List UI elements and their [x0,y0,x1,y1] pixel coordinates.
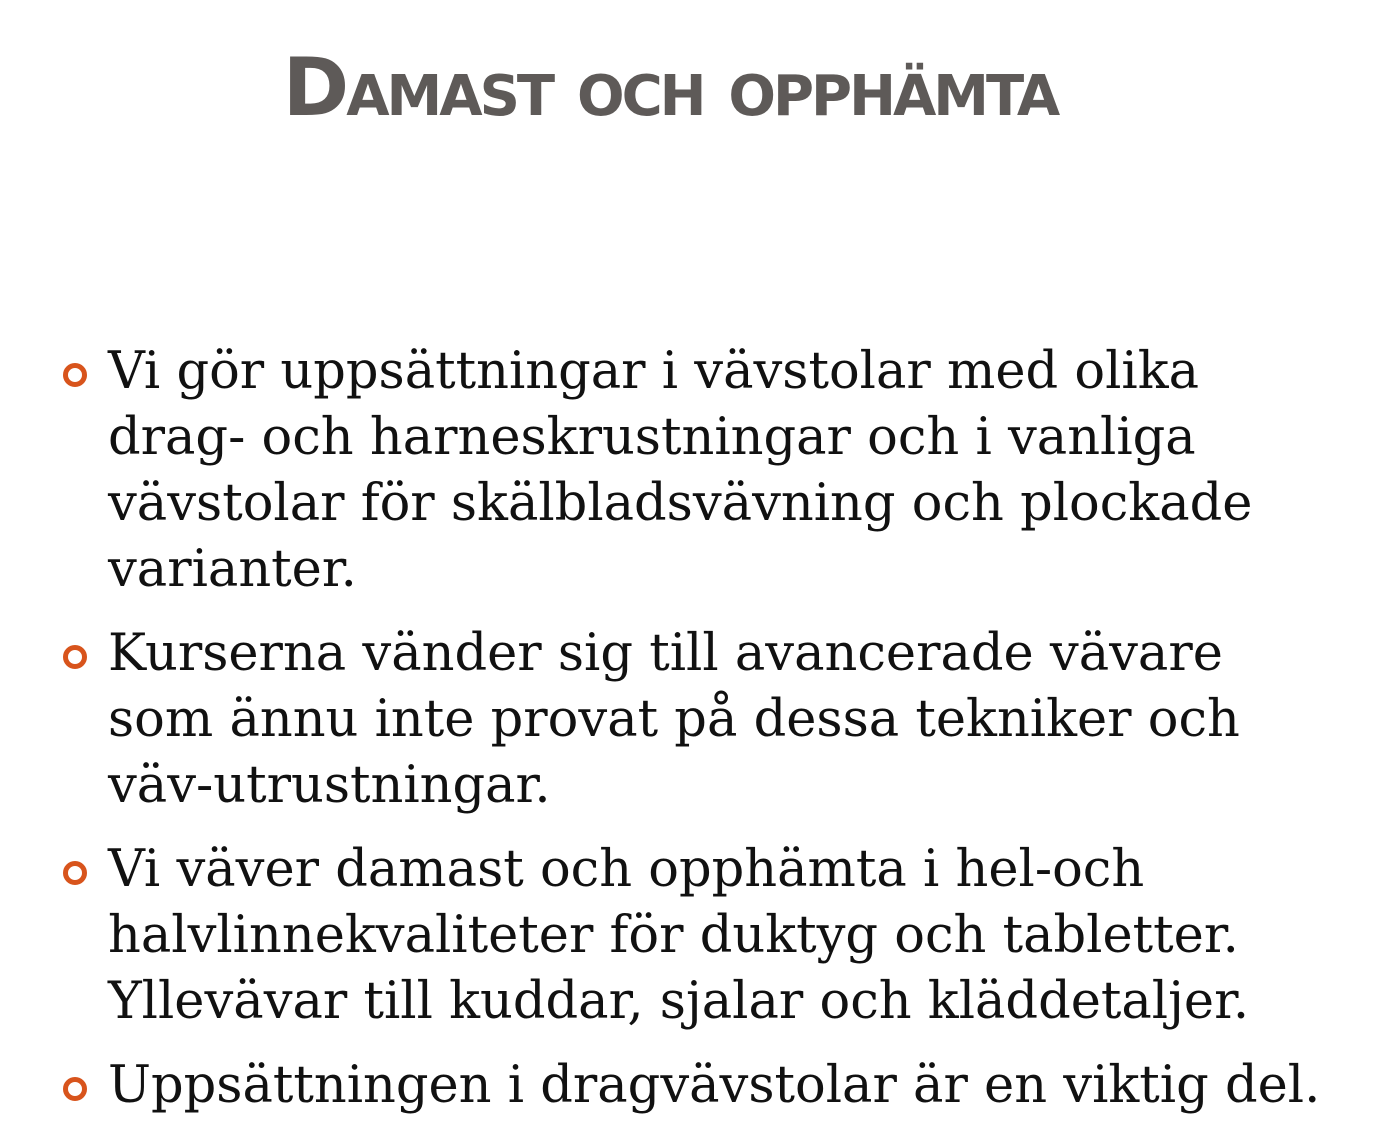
bullet-text: Kurserna vänder sig till avancerade vävare som ännu inte provat på dessa tekniker och väv-utrustningar. [108,624,1240,815]
ring-bullet-icon [63,861,87,885]
bullet-text: Vi väver damast och opphämta i hel-och halvlinnekvaliteter för duktyg och tabletter. Yllevävar till kuddar, sjalar och kläddetaljer. [108,840,1250,1031]
bullet-text: Vi gör uppsättningar i vävstolar med olika drag- och harneskrustningar och i vanliga vävstolar för skälbladsvävning och plockade varianter. [108,342,1253,599]
list-item [58,339,1338,603]
list-item [58,837,1338,1035]
slide-title: Damast och opphämta [282,41,1058,134]
ring-bullet-icon [63,645,87,669]
list-item [58,1053,1338,1119]
ring-bullet-icon [63,363,87,387]
list-item [58,621,1338,819]
bullet-text: Uppsättningen i dragvävstolar är en viktig del. [108,1056,1321,1115]
bullet-list [58,339,1338,1137]
ring-bullet-icon [63,1077,87,1101]
